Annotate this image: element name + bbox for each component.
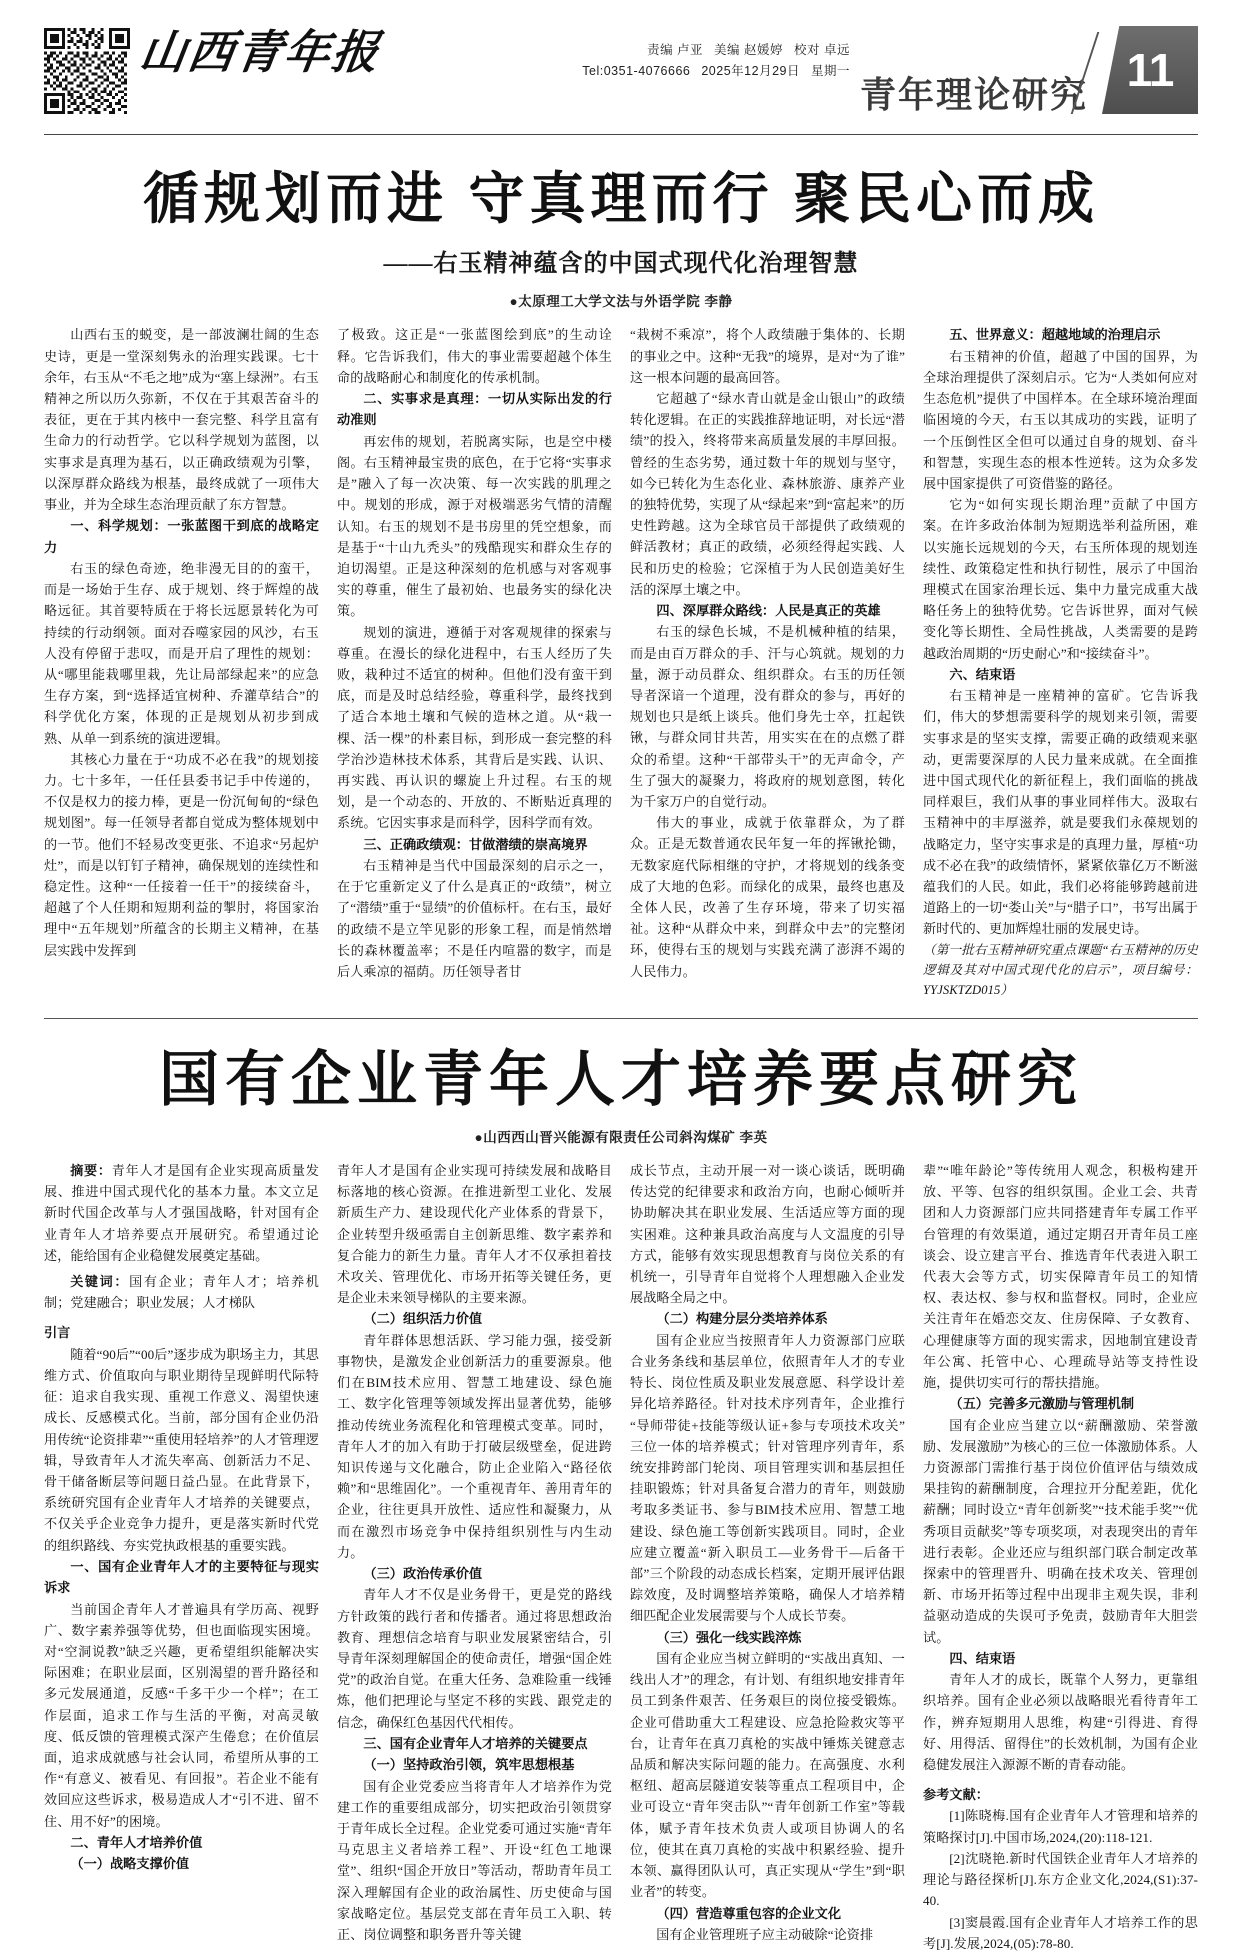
paragraph: 再宏伟的规划，若脱离实际，也是空中楼阁。右玉精神最宝贵的底色，在于它将“实事求是”融入了每一次决策、每一次实践的肌理之中。规划的形成，源于对极端恶劣气情的清醒认知。右玉的规划不是书房里的凭空想象，而是基于“十山九秃头”的残酷现实和群众生存的迫切渴望。正是这种深刻的危机感与对客观事实的尊重，催生了最初始、也最务实的绿化决策。 xyxy=(337,433,612,619)
paragraph: 辈”“唯年龄论”等传统用人观念，积极构建开放、平等、包容的组织氛围。企业工会、共青团和人力资源部门应共同搭建青年专属工作平台管理的有效渠道，通过定期召开青年员工座谈会、设立建言平台、推选青年代表进入职工代表大会等方式，切实保障青年员工的知情权、表达权、参与权和监督权。同时，企业应关注青年在婚恋交友、住房保障、子女教育、心理健康等方面的现实需求，因地制宜建设青年公寓、托管中心、心理疏导站等支持性设施，提供切实可行的帮扶措施。 xyxy=(923,1163,1198,1391)
article-1-column-1 xyxy=(44,324,328,1000)
article-2 xyxy=(44,1045,1198,1954)
article-1-column-4 xyxy=(914,324,1198,1000)
paragraph: 青年群体思想活跃、学习能力强，接受新事物快，是激发企业创新活力的重要源泉。他们在BIM技术应用、智慧工地建设、绿色施工、数字化管理等领域发挥出显著优势，能够推动传统业务流程化和管理模式变革。同时，青年人才的加入有助于打破层级壁垒，促进跨知识传递与文化融合，防止企业陷入“路径依赖”和“思维固化”。一个重视青年、善用青年的企业，往往更具开放性、适应性和凝聚力，从而在激烈市场竞争中保持组织别性与内生动力。 xyxy=(337,1332,612,1560)
keywords xyxy=(44,1271,319,1313)
credit-editor: 责编 卢亚 xyxy=(647,43,704,57)
article-2-column-3 xyxy=(621,1160,914,1954)
newspaper-page xyxy=(0,26,1242,1951)
credit-art-editor: 美编 赵媛婷 xyxy=(714,43,784,57)
article-1-columns xyxy=(44,324,1198,1000)
editor-credits xyxy=(647,40,850,61)
article-2-byline: ●山西西山晋兴能源有限责任公司斜沟煤矿 李英 xyxy=(474,1130,768,1146)
paragraph: 右玉的绿色奇迹，绝非漫无目的的蛮干，而是一场始于生存、成于规划、终于辉煌的战略远征。其首要特质在于将长远愿景转化为可持续的行动纲领。面对吞噬家园的风沙，右玉人没有停留于悲叹，而是开启了理性的规划：从“哪里能栽哪里栽，先让局部绿起来”的应急生存方案，到“选择适宜树种、乔灌草结合”的科学优化方案，体现的正是规划从初步到成熟、从单一到系统的演进逻辑。 xyxy=(44,560,319,746)
section-title: 青年理论研究 xyxy=(859,75,1088,115)
article-2-columns xyxy=(44,1160,1198,1954)
paragraph: 国有企业应当树立鲜明的“实战出真知、一线出人才”的理念，有计划、有组织地安排青年员工到条件艰苦、任务艰巨的岗位接受锻炼。企业可借助重大工程建设、应急抢险救灾等平台，让青年在真刀真枪的实战中锤炼关键意志品质和解决实际问题的能力。在高强度、水利枢纽、超高层隧道安装等重点工程项目中，企业可设立“青年突击队”“青年创新工作室”等载体，赋予青年技术负责人或项目协调人的名位，使其在真刀真枪的实战中积累经验、提升本领、赢得团队认可，真正实现从“学生”到“职业者”的转变。 xyxy=(630,1651,905,1900)
paragraph: “栽树不乘凉”，将个人政绩融于集体的、长期的事业之中。这种“无我”的境界，是对“为了谁”这一根本问题的最高回答。 xyxy=(630,327,905,385)
paragraph: 国有企业应当建立以“薪酬激励、荣誉激励、发展激励”为核心的三位一体激励体系。人力资源部门需推行基于岗位价值评估与绩效成果挂钩的薪酬制度，合理拉开分配差距，优化薪酬；同时设立“青年创新奖”“技术能手奖”“优秀项目贡献奖”等专项奖项，对表现突出的青年进行表彰。企业还应与组织部门联合制定改革探索中的管理晋升、明确在技术攻关、管理创新、市场开拓等过程中出现非主观失误，非利益驱动造成的失误可予免责，鼓励青年大胆尝试。 xyxy=(923,1417,1198,1645)
paragraph: 其核心力量在于“功成不必在我”的规划接力。七十多年，一任任县委书记手中传递的，不仅是权力的接力棒，更是一份沉甸甸的“绿色规划图”。每一任领导者都自觉成为整体规划中的一节。他们不轻易改变更张、不追求“另起炉灶”，而是以钉钉子精神，确保规划的连续性和稳定性。这种“一任接着一任干”的接续奋斗，超越了个人任期和短期利益的掣肘，将国家治理中“五年规划”所蕴含的长期主义精神，在基层实践中发挥到 xyxy=(44,751,319,958)
paragraph: 了极致。这正是“一张蓝图绘到底”的生动诠释。它告诉我们，伟大的事业需要超越个体生命的战略耐心和制度化的传承机制。 xyxy=(337,327,612,385)
paragraph: 国有企业党委应当将青年人才培养作为党建工作的重要组成部分，切实把政治引领贯穿于青年成长全过程。企业党委可通过实施“青年马克思主义者培养工程”、开设“红色工地课堂”、组织“国企开放日”等活动，帮助青年员工深入理解国有企业的政治属性、历史使命与国家战略定位。基层党支部在青年员工入职、转正、岗位调整和职务晋升等关键 xyxy=(337,1778,612,1943)
project-note: （第一批右玉精神研究重点课题“右玉精神的历史逻辑及其对中国式现代化的启示”，项目编号：YYJSKTZD015） xyxy=(923,942,1198,997)
paragraph: 它超越了“绿水青山就是金山银山”的政绩转化逻辑。在正的实践推辞地证明，对长远“潜绩”的投入，终将带来高质量发展的丰厚回报。曾经的生态劣势，通过数十年的规划与坚守，如今已转化为生态化业、森林旅游、康养产业的独特优势，实现了从“绿起来”到“富起来”的历史性跨越。这为全球官员干部提供了政绩观的鲜活教材；真正的政绩，必须经得起实践、人民和历史的检验；它深植于为人民创造美好生活的深厚土壤之中。 xyxy=(630,391,905,597)
subsection-heading: （四）营造尊重包容的企业文化 xyxy=(656,1905,842,1921)
paragraph: 右玉精神是一座精神的富矿。它告诉我们，伟大的梦想需要科学的规划来引领，需要实事求是的坚实支撑，需要正确的政绩观来驱动，更需要深厚的人民力量来成就。在全面推进中国式现代化的新征程上，我们面临的挑战同样艰巨，我们从事的事业同样伟大。汲取右玉精神中的丰厚滋养，就是要我们永葆规划的战略定力，坚守实事求是的真理力量，厚植“功成不必在我”的政绩情怀，紧紧依靠亿万不断滋蕴我们的人民。如此，我们必将能够跨越前进道路上的一切“娄山关”与“腊子口”，书写出属于新时代的、更加辉煌壮丽的发展史诗。 xyxy=(923,688,1198,937)
reference-item: [3]窦晨霞.国有企业青年人才培养工作的思考[J].发展,2024,(05):78-80. xyxy=(923,1914,1198,1951)
keywords-label: 关键词： xyxy=(70,1274,130,1290)
subsection-heading: （三）政治传承价值 xyxy=(363,1566,483,1582)
masthead-rule xyxy=(44,134,1198,135)
intro-heading: 引言 xyxy=(44,1325,71,1341)
subsection-heading: （一）战略支撑价值 xyxy=(70,1856,190,1872)
weekday: 星期一 xyxy=(810,64,850,79)
paragraph: 国有企业应当按照青年人力资源部门应联合业务条线和基层单位，依照青年人才的专业特长、岗位性质及职业发展意愿、科学设计差异化培养路径。针对技术序列青年，企业推行“导师带徒+技能等级认证+参与专项技术攻关”三位一体的培养模式；针对管理序列青年，系统安排跨部门轮岗、项目管理实训和基层担任挂职锻炼；针对具备复合潜力的青年，则鼓励考取多类证书、参与BIM技术应用、智慧工地建设、绿色施工等创新实践项目。同时，企业应建立覆盖“新入职员工—业务骨干—后备干部”三个阶段的动态成长档案，定期开展评估跟踪效度，及时调整培养策略，确保人才培养精细匹配企业发展需要与个人成长节奏。 xyxy=(630,1332,905,1624)
article-2-column-1 xyxy=(44,1160,328,1954)
references-heading: 参考文献： xyxy=(923,1787,989,1803)
section-heading: 六、结束语 xyxy=(949,666,1016,682)
paragraph: 青年人才不仅是业务骨干，更是党的路线方针政策的践行者和传播者。通过将思想政治教育、理想信念培育与职业发展紧密结合，引导青年深刻理解国企的使命责任，增强“国企姓党”的政治自觉。在重大任务、急难险重一线锤炼，他们把理论与坚定不移的实践、跟党走的信念，确保红色基因代代相传。 xyxy=(337,1587,612,1730)
reference-item: [2]沈晓艳.新时代国铁企业青年人才培养的理论与路径探析[J].东方企业文化,2024,(S1):37-40. xyxy=(923,1850,1198,1909)
page-number: 11 xyxy=(1126,44,1174,96)
article-2-column-2 xyxy=(328,1160,621,1954)
paragraph: 右玉精神是当代中国最深刻的启示之一，在于它重新定义了什么是真正的“政绩”，树立了“潜绩”重于“显绩”的价值标杆。在右玉，最好的政绩不是立竿见影的形象工程，而是悄然增长的森林覆盖率；不是任内喧嚣的数字，而是后人乘凉的福荫。历任领导者甘 xyxy=(337,857,612,979)
article-1-headline: 循规划而进 守真理而行 聚民心而成 xyxy=(142,167,1100,230)
credit-proofreader: 校对 卓远 xyxy=(794,43,850,57)
qr-code-icon[interactable] xyxy=(44,28,130,114)
abstract-label: 摘要： xyxy=(70,1163,112,1179)
keywords-text: 国有企业；青年人才；培养机制；党建融合；职业发展；人才梯队 xyxy=(44,1274,319,1311)
paragraph: 成长节点，主动开展一对一谈心谈话，既明确传达党的纪律要求和政治方向，也耐心倾听并协助解决其在职业发展、生活适应等方面的现实困难。这种兼具政治高度与人文温度的引导方式，能够有效实现思想教育与岗位关系的有机统一，引导青年自觉将个人理想融入企业发展战略全局之中。 xyxy=(630,1163,905,1306)
paragraph: 右玉的绿色长城，不是机械种植的结果，而是由百万群众的手、汗与心筑就。规划的力量，源于动员群众、组织群众。右玉的历任领导者深谙一个道理，没有群众的参与，再好的规划也只是纸上谈兵。他们身先士卒，扛起铁锹，与群众同甘共苦，用实实在在的点燃了群众的希望。这种“干部带头干”的无声命令，产生了强大的凝聚力，将政府的规划意图，转化为千家万户的自觉行动。 xyxy=(630,624,905,810)
article-2-headline: 国有企业青年人才培养要点研究 xyxy=(159,1046,1083,1114)
subsection-heading: （二）构建分层分类培养体系 xyxy=(656,1311,828,1327)
subsection-heading: （三）强化一线实践淬炼 xyxy=(656,1629,802,1645)
article-1-column-3 xyxy=(621,324,914,1000)
article-1-byline: ●太原理工大学文法与外语学院 李静 xyxy=(509,294,733,310)
article-1 xyxy=(44,167,1198,1000)
publish-date: 2025年12月29日 xyxy=(701,64,800,79)
telephone: Tel:0351-4076666 xyxy=(582,64,691,79)
section-heading: 三、正确政绩观：甘做潜绩的崇高境界 xyxy=(363,836,588,852)
contact-and-date xyxy=(582,61,850,82)
abstract-text: 青年人才是国有企业实现高质量发展、推进中国式现代化的基本力量。本文立足新时代国企改革与人才强国战略，针对国有企业青年人才培养要点开展研究。希望通过论述，能给国有企业稳健发展奠定基础。 xyxy=(44,1163,319,1263)
newspaper-title: 山西青年报 xyxy=(136,27,384,78)
section-heading: 四、深厚群众路线：人民是真正的英雄 xyxy=(656,603,881,619)
masthead xyxy=(44,26,1198,134)
section-heading: 三、国有企业青年人才培养的关键要点 xyxy=(363,1735,588,1751)
section-heading: 一、国有企业青年人才的主要特征与现实诉求 xyxy=(44,1558,319,1596)
paragraph: 山西右玉的蜕变，是一部波澜壮阔的生态史诗，更是一堂深刻隽永的治理实践课。七十余年，右玉从“不毛之地”成为“塞上绿洲”。右玉精神之所以历久弥新，不仅在于其艰苦奋斗的表征，更在于其内核中一套完整、科学且富有生命力的行动哲学。它以科学规划为蓝图，以实事求是真理为基石，以正确政绩观为引擎，以深厚群众路线为根基，最终成就了一项伟大事业，并为全球生态治理贡献了东方智慧。 xyxy=(44,327,319,513)
subsection-heading: （二）组织活力价值 xyxy=(363,1311,483,1327)
subsection-heading: （一）坚持政治引领，筑牢思想根基 xyxy=(363,1757,575,1773)
section-heading: 四、结束语 xyxy=(949,1650,1016,1666)
paragraph: 规划的演进，遵循于对客观规律的探索与尊重。在漫长的绿化进程中，右玉人经历了失败，栽种过不适宜的树种。但他们没有蛮干到底，而是及时总结经验，尊重科学，最终找到了适合本地土壤和气候的造林之道。从“栽一棵、活一棵”的朴素目标，到形成一套完整的科学治沙造林技术体系，其背后是实践、认识、再实践、再认识的螺旋上升过程。右玉的规划，是一个动态的、开放的、不断贴近真理的系统。它因实事求是而科学，因科学而有效。 xyxy=(337,624,612,831)
paragraph: 伟大的事业，成就于依靠群众，为了群众。正是无数普通农民年复一年的挥锹抡锄，无数家庭代际相继的守护，才将规划的线条变成了大地的色彩。而绿化的成果，最终也惠及全体人民，改善了生存环境，带来了切实福祉。这种“从群众中来，到群众中去”的完整闭环，使得右玉的规划与实践充满了澎湃不竭的人民伟力。 xyxy=(630,815,905,979)
newspaper-logo xyxy=(136,26,384,78)
section-heading: 一、科学规划：一张蓝图干到底的战略定力 xyxy=(44,518,319,555)
paragraph: 国有企业管理班子应主动破除“论资排 xyxy=(656,1926,874,1942)
paragraph: 它为“如何实现长期治理”贡献了中国方案。在许多政治体制为短期选举利益所困，难以实施长远规划的今天，右玉所体现的规划连续性、政策稳定性和执行韧性，展示了中国治理模式在国家治理长远、集中力量完成重大战略任务上的独特优势。它告诉世界，面对气候变化等长期性、全局性挑战，人类需要的是跨越政治周期的“历史耐心”和“接续奋斗”。 xyxy=(923,497,1198,661)
paragraph: 随着“90后”“00后”逐步成为职场主力，其思维方式、价值取向与职业期待呈现鲜明代际特征：追求自我实现、重视工作意义、渴望快速成长、反感模式化。当前，部分国有企业仍沿用传统“论资排辈”“重使用轻培养”的人才管理逻辑，导致青年人才流失率高、创新活力不足、骨干储备断层等问题日益凸显。在此背景下，系统研究国有企业青年人才培养的关键要点，不仅关乎企业竞争力提升，更是落实新时代党的组织路线、夯实党执政根基的重要实践。 xyxy=(44,1346,319,1553)
section-heading: 二、实事求是真理：一切从实际出发的行动准则 xyxy=(337,391,612,428)
masthead-info xyxy=(380,26,860,83)
paragraph: 青年人才是国有企业实现可持续发展和战略目标落地的核心资源。在推进新型工业化、发展新质生产力、建设现代化产业体系的背景下，企业转型升级亟需自主创新思维、数字素养和复合能力的新生力量。青年人才不仅承担着技术攻关、管理优化、市场开拓等关键任务，更是企业未来领导梯队的主要来源。 xyxy=(337,1163,612,1306)
reference-item: [1]陈晓梅.国有企业青年人才管理和培养的策略探讨[J].中国市场,2024,(20):118-121. xyxy=(923,1808,1198,1845)
section-heading: 二、青年人才培养价值 xyxy=(70,1834,203,1850)
article-divider xyxy=(44,1018,1198,1019)
article-2-column-4 xyxy=(914,1160,1198,1954)
page-number-badge xyxy=(1102,26,1198,114)
article-1-subheadline: ——右玉精神蕴含的中国式现代化治理智慧 xyxy=(383,251,859,278)
article-1-column-2 xyxy=(328,324,621,1000)
subsection-heading: （五）完善多元激励与管理机制 xyxy=(949,1396,1135,1412)
section-heading: 五、世界意义：超越地域的治理启示 xyxy=(949,327,1161,343)
abstract xyxy=(44,1160,319,1266)
paragraph: 右玉精神的价值，超越了中国的国界，为全球治理提供了深刻启示。它为“人类如何应对生态危机”提供了中国样本。在全球环境治理面临困境的今天，右玉以其成功的实践，证明了一个压倒性区全但可以通过自身的规划、奋斗和智慧，实现生态的根本性逆转。这为众多发展中国家提供了可资借鉴的路径。 xyxy=(923,348,1198,491)
paragraph: 青年人才的成长，既靠个人努力，更靠组织培养。国有企业必须以战略眼光看待青年工作，辨弃短期用人思维，构建“引得进、育得好、用得活、留得住”的长效机制，为国有企业稳健发展注入源源不断的青春动能。 xyxy=(923,1672,1198,1773)
paragraph: 当前国企青年人才普遍具有学历高、视野广、数字素养强等优势，但也面临现实困境。对“空洞说教”缺乏兴趣，更希望组织能解决实际困难；在职业层面，区别渴望的晋升路径和多元发展通道，反感“千多干少一个样”；在工作层面，追求工作与生活的平衡，对高灵敏度、低反馈的管理模式深产生倦怠；在价值层面，追求成就感与社会认同，希望所从事的工作“有意义、被看见、有回报”。若企业不能有效回应这些诉求，极易造成人才“引不进、留不住、用不好”的困境。 xyxy=(44,1601,319,1829)
